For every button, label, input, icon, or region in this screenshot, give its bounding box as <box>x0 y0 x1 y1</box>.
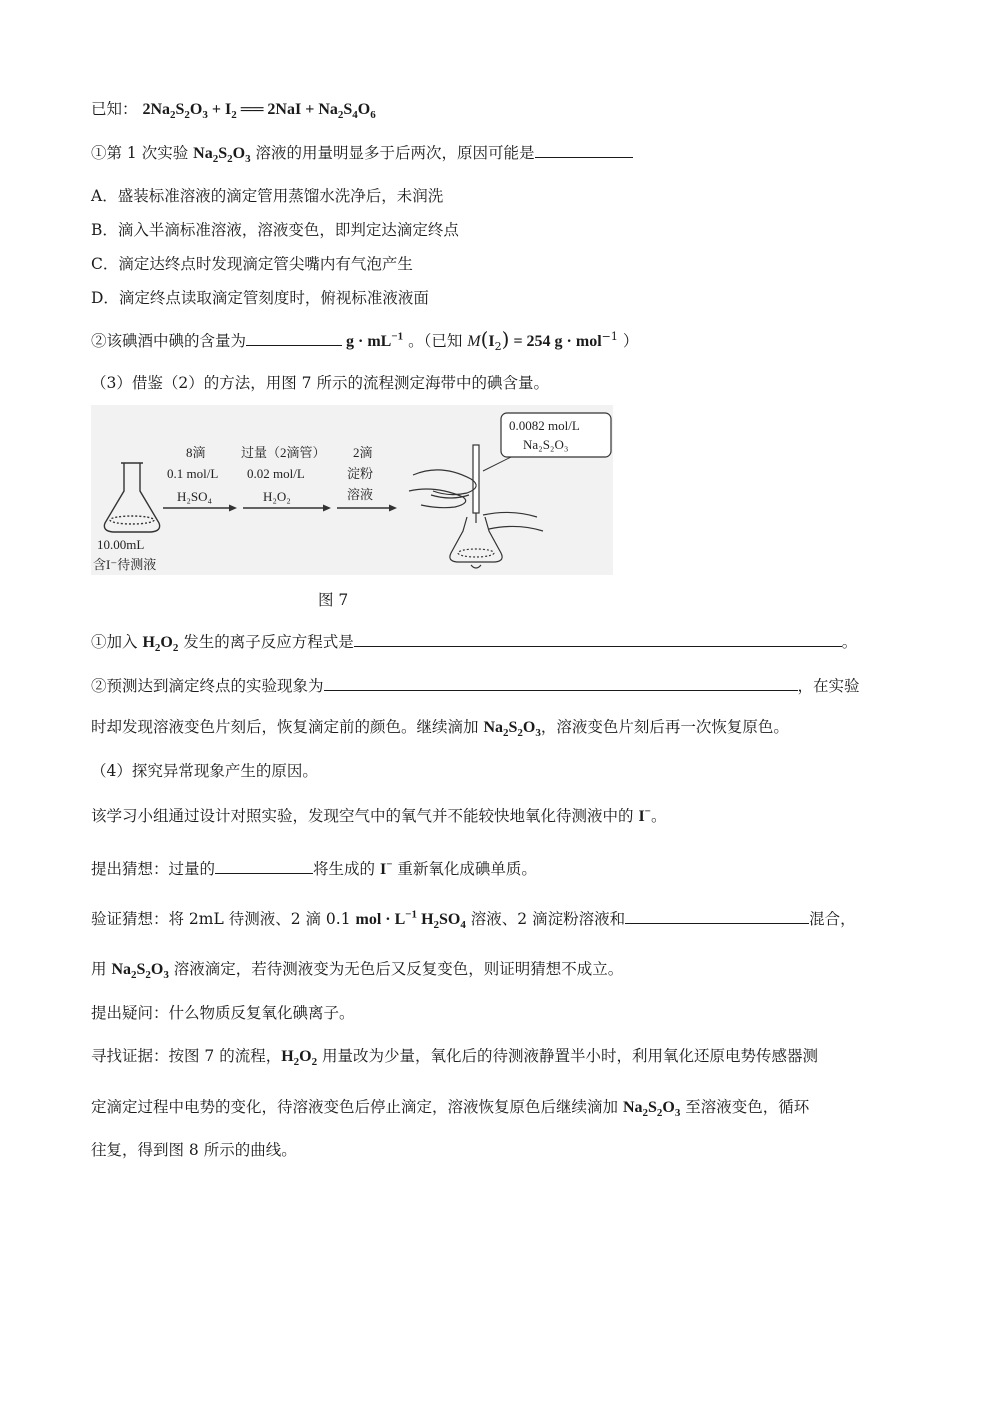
question-3-2-continuation <box>91 716 789 739</box>
p4-2-mid: 将生成的 <box>313 860 380 878</box>
option-d: D．滴定终点读取滴定管刻度时，俯视标准液液面 <box>91 289 429 307</box>
q3-1-end: 。 <box>841 633 858 651</box>
q2-prefix: ②该碘酒中碘的含量为 <box>91 332 247 350</box>
p4-4-chem: $Na_2S_2O_3$ <box>111 961 169 982</box>
p4-1-end: 。 <box>650 807 667 825</box>
flask-label: 含I⁻待测液 <box>93 557 157 572</box>
q1-prefix: ①第 1 次实验 <box>91 144 194 162</box>
part-4-paragraph-1 <box>91 805 666 828</box>
q2-note: 。（已知 <box>403 332 468 350</box>
reaction-equation: $2Na_2S_2O_3 + I_2$ ══ $2NaI + Na_2S_4O_6$ <box>142 101 376 122</box>
q2-note-end: ） <box>617 332 639 350</box>
titrant-name: Na₂S₂O₃ <box>523 437 569 452</box>
option-a: A．盛装标准溶液的滴定管用蒸馏水洗净后，未润洗 <box>91 187 444 205</box>
q2-molar-mass: $M(I_2) = 254$ g · mol$^{-1}$ <box>467 327 618 354</box>
answer-blank-q2[interactable] <box>246 329 342 346</box>
part-4-evidence-3: 往复，得到图 8 所示的曲线。 <box>91 1141 297 1159</box>
question-1-line <box>91 141 633 165</box>
p4-3-mid: 溶液、2 滴淀粉溶液和 <box>465 910 626 928</box>
q3-2b-chem: $Na_2S_2O_3$ <box>483 719 541 740</box>
p4-6-chem: $H_2O_2$ <box>281 1048 318 1069</box>
q3-1-suffix: 发生的离子反应方程式是 <box>178 633 354 651</box>
figure-7-diagram <box>91 405 613 575</box>
step1-reagent: H₂SO₄ <box>177 489 213 504</box>
step3-solution: 溶液 <box>347 487 374 502</box>
answer-blank-q1[interactable] <box>535 141 633 158</box>
question-3-2-line <box>91 674 860 697</box>
step1-drops: 8滴 <box>186 445 206 460</box>
answer-blank-verification[interactable] <box>625 907 809 924</box>
q3-2-suffix: ，在实验 <box>797 677 860 695</box>
part-4-verification-continuation <box>91 958 623 981</box>
step2-conc: 0.02 mol/L <box>247 466 305 481</box>
part-4-verification <box>91 907 856 931</box>
p4-7-suffix: 至溶液变色，循环 <box>680 1098 810 1116</box>
q3-2b-suffix: ，溶液变色片刻后再一次恢复原色。 <box>540 718 789 736</box>
q1-chem: $Na_2S_2O_3$ <box>193 145 251 166</box>
p4-3-unit: mol · $L^{-1}$ <box>355 908 418 928</box>
q3-2b-prefix: 时却发现溶液变色片刻后，恢复滴定前的颜色。继续滴加 <box>91 718 484 736</box>
part-4-intro: （4）探究异常现象产生的原因。 <box>91 762 318 780</box>
p4-4-prefix: 用 <box>91 960 112 978</box>
titrant-concentration: 0.0082 mol/L <box>509 418 580 433</box>
p4-6-suffix: 用量改为少量，氧化后的待测液静置半小时，利用氧化还原电势传感器测 <box>317 1047 819 1065</box>
iodide-ion: I− <box>379 858 393 878</box>
answer-blank-q3-2[interactable] <box>324 674 798 691</box>
p4-1-text: 该学习小组通过设计对照实验，发现空气中的氧气并不能较快地氧化待测液中的 <box>91 807 639 825</box>
step2-reagent: H₂O₂ <box>263 489 291 504</box>
part-4-question: 提出疑问：什么物质反复氧化碘离子。 <box>91 1004 355 1022</box>
p4-4-suffix: 溶液滴定，若待测液变为无色后又反复变色，则证明猜想不成立。 <box>168 960 624 978</box>
step3-reagent: 淀粉 <box>347 466 374 481</box>
part-4-hypothesis <box>91 857 537 881</box>
p4-3-suffix: 混合， <box>809 910 856 928</box>
question-3-1-line <box>91 630 857 654</box>
q3-1-prefix: ①加入 <box>91 633 143 651</box>
p4-3-chem: $H_2SO_4$ <box>417 911 466 932</box>
p4-7-chem: $Na_2S_2O_3$ <box>622 1099 681 1120</box>
q2-unit: $g \cdot mL^{-1}$ <box>342 330 404 350</box>
part-4-evidence-1 <box>91 1045 818 1068</box>
p4-7-prefix: 定滴定过程中电势的变化，待溶液变色后停止滴定，溶液恢复原色后继续滴加 <box>91 1098 623 1116</box>
question-2-line <box>91 328 638 353</box>
answer-blank-hypothesis[interactable] <box>215 857 313 874</box>
flask-volume: 10.00mL <box>97 537 145 552</box>
q3-1-chem: $H_2O_2$ <box>142 634 179 655</box>
part-4-evidence-2 <box>91 1096 809 1119</box>
step2-amount: 过量（2滴管） <box>241 445 326 460</box>
p4-6-prefix: 寻找证据：按图 7 的流程， <box>91 1047 282 1065</box>
answer-blank-q3-1[interactable] <box>354 630 842 647</box>
step1-conc: 0.1 mol/L <box>167 466 219 481</box>
known-equation-line <box>91 98 376 121</box>
figure-7-caption: 图 7 <box>318 591 349 609</box>
known-label: 已知： <box>91 100 138 118</box>
p4-2-prefix: 提出猜想：过量的 <box>91 860 216 878</box>
iodide-ion: I− <box>638 805 651 825</box>
option-b: B．滴入半滴标准溶液，溶液变色，即判定达滴定终点 <box>91 221 459 239</box>
q3-2-prefix: ②预测达到滴定终点的实验现象为 <box>91 677 324 695</box>
option-c: C．滴定达终点时发现滴定管尖嘴内有气泡产生 <box>91 255 413 273</box>
p4-2-suffix: 重新氧化成碘单质。 <box>392 860 537 878</box>
part-3-intro: （3）借鉴（2）的方法，用图 7 所示的流程测定海带中的碘含量。 <box>91 374 549 392</box>
p4-3-prefix: 验证猜想：将 2mL 待测液、2 滴 0.1 <box>91 910 356 928</box>
q1-suffix: 溶液的用量明显多于后两次，原因可能是 <box>250 144 535 162</box>
step3-drops: 2滴 <box>353 445 373 460</box>
